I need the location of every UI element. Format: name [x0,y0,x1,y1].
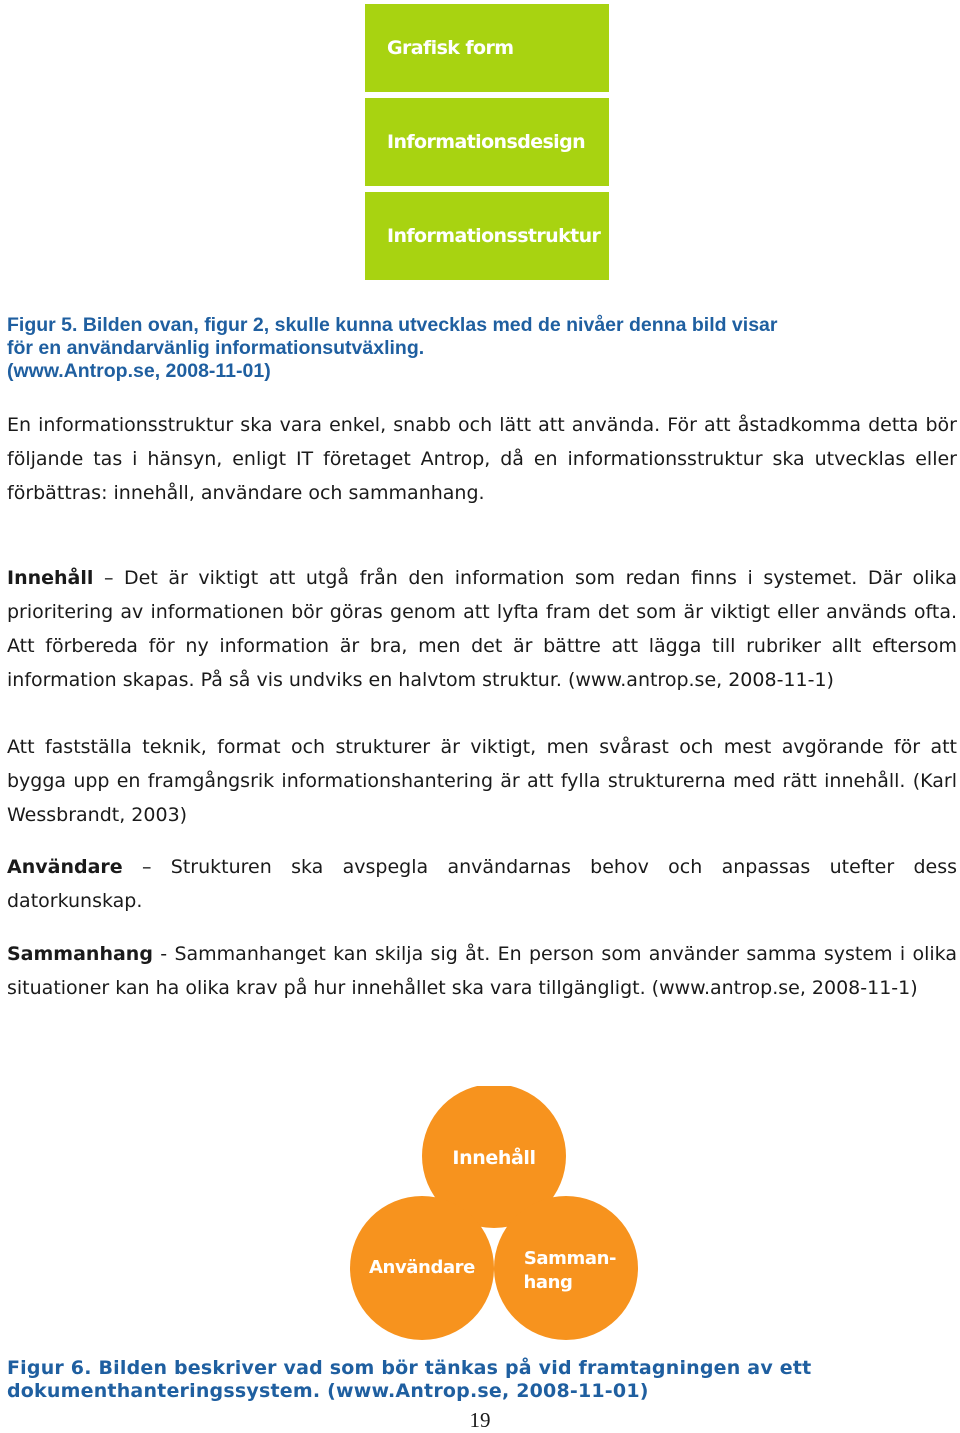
users-description: – Strukturen ska avspegla användarnas behov och anpassas utefter dess datorkunskap. [7,856,957,912]
context-paragraph [7,937,957,1005]
level-block-grafisk-form [365,4,609,92]
intro-paragraph: En informationsstruktur ska vara enkel, snabb och lätt att använda. För att åstadkomma detta bör följande tas i hänsyn, enligt IT företaget Antrop, då en informationsstruktur ska utvecklas eller förbättras: innehåll, användare och sammanhang. [7,414,957,504]
venn-svg [348,1086,640,1342]
caption-line: (www.Antrop.se, 2008-11-01) [7,360,271,382]
figure-6-caption [7,1357,957,1403]
figure-6-venn-diagram [348,1086,640,1342]
circle-label-samman: Samman- [523,1248,617,1269]
circle-label-hang: hang [523,1272,573,1293]
term-sammanhang: Sammanhang [7,943,153,965]
context-description: - Sammanhanget kan skilja sig åt. En person som använder samma system i olika situationer kan ha olika krav på hur innehållet ska vara tillgängligt. (www.antrop.se, 2008-11-1) [7,943,957,999]
content-paragraph [7,561,957,697]
figure-5-levels-diagram [365,4,609,280]
level-block-informationsstruktur [365,192,609,280]
term-anvandare: Användare [7,856,123,878]
caption-line: dokumenthanteringssystem. (www.Antrop.se, 2008-11-01) [7,1380,649,1402]
figure-5-caption [7,314,957,383]
caption-line: för en användarvänlig informationsutväxling. [7,337,425,359]
content-description: – Det är viktigt att utgå från den information som redan finns i systemet. Där olika prioritering av informationen bör göras genom att lyfta fram det som är viktigt eller används ofta. Att förbereda för ny information är bra, men det är bättre att lägga till rubriker allt eftersom information skapas. På så vis undviks en halvtom struktur. (www.antrop.se, 2008-11-1) [7,567,957,691]
level-label: Informationsstruktur [387,225,601,247]
circle-label-anvandare: Användare [369,1257,475,1278]
level-label: Grafisk form [387,37,514,59]
caption-line: Figur 6. Bilden beskriver vad som bör tänkas på vid framtagningen av ett [7,1357,812,1379]
content-extra-paragraph: Att fastställa teknik, format och strukturer är viktigt, men svårast och mest avgörande för att bygga upp en framgångsrik informationshantering är att fylla strukturerna med rätt innehåll. (Karl Wessbrandt, 2003) [7,736,957,826]
term-innehall: Innehåll [7,567,94,589]
level-label: Informationsdesign [387,131,586,153]
caption-line: Figur 5. Bilden ovan, figur 2, skulle kunna utvecklas med de nivåer denna bild visar [7,314,778,336]
level-block-informationsdesign [365,98,609,186]
page-number: 19 [469,1408,491,1432]
users-paragraph [7,850,957,918]
circle-label-innehall: Innehåll [452,1147,536,1169]
